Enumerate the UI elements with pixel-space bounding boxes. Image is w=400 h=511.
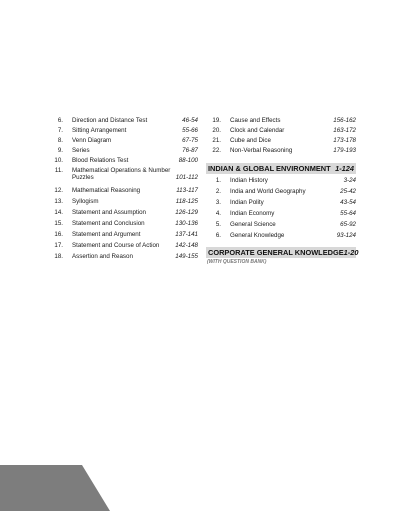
entry-number: 19. [212, 117, 221, 124]
entry-number: 21. [212, 137, 221, 144]
toc-entry [48, 198, 198, 209]
section-header-environment [206, 163, 356, 174]
entry-pages: 88-100 [178, 157, 198, 164]
entry-pages: 101-112 [175, 174, 198, 181]
entry-number: 6. [57, 117, 63, 124]
entry-number: 2. [215, 188, 221, 195]
entry-title: Sitting Arrangement [72, 127, 127, 134]
toc-entry [48, 137, 198, 147]
entry-number: 15. [54, 220, 63, 227]
entry-number: 12. [54, 187, 63, 194]
entry-title: Cause and Effects [230, 117, 281, 124]
toc-entry [206, 177, 356, 188]
entry-title: Blood Relations Test [72, 157, 129, 164]
entry-title: Non-Verbal Reasoning [230, 147, 293, 154]
entry-number: 16. [54, 231, 63, 238]
toc-entry [48, 157, 198, 167]
toc-entry [206, 117, 356, 127]
entry-title: India and World Geography [230, 188, 306, 195]
entry-number: 17. [54, 242, 63, 249]
entry-number: 9. [57, 147, 63, 154]
entry-title: Cube and Dice [230, 137, 271, 144]
toc-entry [48, 117, 198, 127]
entry-title: Indian Polity [230, 199, 264, 206]
entry-pages: 76-87 [182, 147, 198, 154]
entry-number: 10. [54, 157, 63, 164]
toc-entry [48, 147, 198, 157]
toc-entry [206, 147, 356, 157]
toc-entry [206, 221, 356, 232]
entry-title: Clock and Calendar [230, 127, 285, 134]
entry-title: Indian History [230, 177, 268, 184]
entry-number: 20. [212, 127, 221, 134]
toc-left-column [48, 117, 198, 263]
entry-pages: 55-64 [340, 210, 356, 217]
decorative-corner-shape [0, 465, 110, 511]
entry-title: Statement and Course of Action [72, 242, 160, 249]
toc-entry [206, 210, 356, 221]
entry-pages: 65-92 [340, 221, 356, 228]
toc-entry [206, 188, 356, 199]
entry-pages: 126-129 [175, 209, 198, 216]
section-header-corporate [206, 247, 359, 258]
entry-number: 3. [215, 199, 221, 206]
entry-number: 1. [215, 177, 221, 184]
entry-title: Venn Diagram [72, 137, 112, 144]
toc-entry [48, 253, 198, 263]
toc-entry [206, 232, 356, 243]
entry-pages: 149-155 [175, 253, 198, 260]
toc-entry [48, 242, 198, 253]
entry-pages: 156-162 [333, 117, 356, 124]
entry-title: Assertion and Reason [72, 253, 133, 260]
entry-number: 4. [215, 210, 221, 217]
toc-entry [206, 137, 356, 147]
section-title: INDIAN & GLOBAL ENVIRONMENT [208, 164, 331, 173]
entry-number: 11. [54, 167, 63, 174]
entry-number: 8. [57, 137, 63, 144]
entry-pages: 163-172 [333, 127, 356, 134]
entry-title: Syllogism [72, 198, 99, 205]
entry-title: Direction and Distance Test [72, 117, 148, 124]
entry-pages: 137-141 [175, 231, 198, 238]
toc-entry [206, 199, 356, 210]
entry-title: General Science [230, 221, 276, 228]
entry-number: 22. [212, 147, 221, 154]
entry-number: 14. [54, 209, 63, 216]
entry-pages: 43-54 [340, 199, 356, 206]
entry-title: Mathematical Reasoning [72, 187, 141, 194]
entry-pages: 25-42 [340, 188, 356, 195]
entry-number: 18. [54, 253, 63, 260]
entry-pages: 55-66 [182, 127, 198, 134]
toc-entry [48, 167, 198, 187]
toc-right-column [206, 117, 359, 265]
toc-entry [48, 220, 198, 231]
entry-title: Mathematical Operations & Number Puzzles [72, 167, 171, 182]
section-pages: 1-124 [335, 164, 354, 173]
entry-title: Statement and Conclusion [72, 220, 145, 227]
section-note: (WITH QUESTION BANK) [207, 259, 267, 265]
entry-number: 6. [215, 232, 221, 239]
entry-title: Series [72, 147, 90, 154]
entry-title: General Knowledge [230, 232, 285, 239]
entry-pages: 173-178 [333, 137, 356, 144]
entry-pages: 113-117 [176, 187, 198, 194]
entry-pages: 130-136 [175, 220, 198, 227]
section-pages: 1-20 [343, 248, 359, 257]
entry-pages: 3-24 [343, 177, 356, 184]
toc-entry [48, 127, 198, 137]
toc-entry [48, 187, 198, 198]
entry-pages: 93-124 [336, 232, 356, 239]
toc-entry [206, 127, 356, 137]
entry-number: 7. [57, 127, 63, 134]
entry-title: Statement and Assumption [72, 209, 146, 216]
entry-number: 13. [54, 198, 63, 205]
entry-pages: 67-75 [182, 137, 198, 144]
toc-entry [48, 209, 198, 220]
entry-pages: 46-54 [182, 117, 198, 124]
toc-entry [48, 231, 198, 242]
entry-title: Statement and Argument [72, 231, 141, 238]
entry-pages: 118-125 [175, 198, 198, 205]
entry-title: Indian Economy [230, 210, 275, 217]
entry-number: 5. [215, 221, 221, 228]
entry-pages: 142-148 [175, 242, 198, 249]
entry-pages: 179-193 [333, 147, 356, 154]
section-title: CORPORATE GENERAL KNOWLEDGE [208, 248, 344, 257]
